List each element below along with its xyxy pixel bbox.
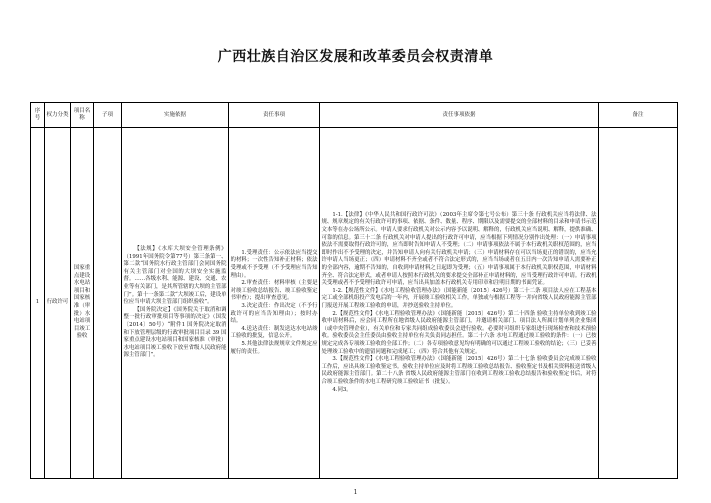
row-duty-basis xyxy=(320,128,599,479)
header-subitem: 子项 xyxy=(94,103,122,128)
row-duties xyxy=(229,128,320,479)
header-remark: 备注 xyxy=(599,103,678,128)
header-index: 序号 xyxy=(31,103,45,128)
header-name: 项目名称 xyxy=(71,103,94,128)
table-header-row xyxy=(31,103,678,128)
duty-paragraph: 5.其他法律法规规章文件规定应履行的责任。 xyxy=(230,340,318,355)
basis-paragraph: 【国务院决定】《国务院关于取消和调整一批行政审批项目等事项的决定》（国发〔2014〕50号）“附件1 国务院决定取消和下放管理层级的行政审批项目目录 39 国家重点建设水电站项目和国家核准（审批）水电站项目竣工验收下放至省级人民政府能源主管部门”。 xyxy=(123,306,227,359)
row-category: 行政许可 xyxy=(45,128,71,479)
table-row xyxy=(31,128,678,479)
duty-paragraph: 4.送达责任：制发送达水电站竣工验收的批复，信息公开。 xyxy=(230,325,318,340)
duty-basis-paragraph: 4.同3。 xyxy=(332,386,352,393)
row-remark xyxy=(599,128,678,479)
page-title: 广西壮族自治区发展和改革委员会权责清单 xyxy=(217,49,494,65)
duty-basis-paragraph: 2.【规范性文件】《水电工程验收管理办法》（国能新能〔2015〕426号）第二十四条 验收主持单位收到竣工验收申请材料后，应会同工程所在地省级人民政府能源主管部门，并邀请相关部门、项目法人所属计划单列企业集团（或中央管理企业），有关单位和专家共同组成验收委员会进行验收。必要时可组织专家组进行现场检查和技术预验收。验收委员会主任委员由验收主持单位有关负责同志担任。第二十六条 水电工程通过竣工验收的条件：（一）已按规定完成各专项竣工验收的全部工作；（二）各专项验收意见均有明确的可以通过工程竣工验收的结论；（三）已妥善处理竣工验收中的遗留问题和完成尾工；（四）符合其他有关规定。 xyxy=(321,310,597,355)
duty-paragraph: 1.受理责任：公示依法应当提交的材料；一次性告知补正材料；依法受理或不予受理（不予受理应当告知理由）。 xyxy=(230,249,318,279)
duty-basis-paragraph: 1-1.【法律】《中华人民共和国行政许可法》（2003年主席令第七号公布）第三十条 行政机关应当将法律、法规、规章规定的有关行政许可的事项、依据、条件、数量、程序、期限以及需要提交的全部材料的目录和申请书示范文本等在办公场所公示。申请人要求行政机关对公示内容予以说明、解释的，行政机关应当说明、解释，提供准确、可靠的信息。第三十二条 行政机关对申请人提出的行政许可申请，应当根据下列情况分别作出处理：（一）申请事项依法不需要取得行政许可的，应当即时告知申请人不受理；（二）申请事项依法不属于本行政机关职权范围的，应当即时作出不予受理的决定，并告知申请人向有关行政机关申请；（三）申请材料存在可以当场更正的错误的，应当允许申请人当场更正；（四）申请材料不齐全或者不符合法定形式的，应当当场或者在五日内一次告知申请人需要补正的全部内容，逾期不告知的，自收到申请材料之日起即为受理；（五）申请事项属于本行政机关职权范围，申请材料齐全、符合法定形式，或者申请人按照本行政机关的要求提交全部补正申请材料的，应当受理行政许可申请。行政机关受理或者不予受理行政许可申请，应当出具加盖本行政机关专用印章和注明日期的书面凭证。 xyxy=(321,211,597,287)
header-duties: 责任事项 xyxy=(229,103,320,128)
row-name: 国家重点建设水电站项目和国家核准（审批）水电站项目竣工验收 xyxy=(71,128,94,479)
page-number: 1 xyxy=(353,489,358,496)
duty-paragraph: 3.决定责任：作出决定（不予行政许可的应当告知理由）；按时办结。 xyxy=(230,303,318,325)
duty-basis-paragraph: 3.【规范性文件】《水电工程验收管理办法》（国能新能〔2015〕426号）第二十七条 验收委员会完成竣工验收工作后，应出具竣工验收鉴定书。验收主持单位应及时将工程竣工验收总结报告、验收鉴定书及相关资料报送省级人民政府能源主管部门。第二十八条 省级人民政府能源主管部门在收到工程竣工验收总结报告和验收鉴定书后，对符合竣工验收条件的水电工程研究竣工验收证书（批复）。 xyxy=(321,356,597,385)
responsibility-table xyxy=(30,102,678,479)
duty-basis-paragraph: 1-2.【规范性文件】《水电工程验收管理办法》（国能新能〔2015〕426号）第二十二条 项目法人应在工程基本完工或全部机组投产发电后的一年内，开展竣工验收相关工作，单独或与根据工程等一并向省级人民政府能源主管部门报送开展工程竣工验收的申请，并抄送验收主持单位。 xyxy=(321,287,597,309)
basis-paragraph: 【法规】《水库大坝安全管理条例》（1991年国务院令第77号）第三条第一、第二款“国务院水行政主管部门会同国务院有关主管部门对全国的大坝安全实施监督。……各级水利、能源、建设、交通、农业等有关部门，是其所管辖的大坝的主管部门”。第十一条第二款“大坝竣工后，建设单位应当申请大坝主管部门组织验收”。 xyxy=(123,246,227,306)
row-subitem xyxy=(94,128,122,479)
row-index: 1 xyxy=(31,128,45,479)
header-duty-basis: 责任事项依据 xyxy=(320,103,599,128)
duty-paragraph: 2.审查责任：材料审核（主要是对竣工验收总结报告、竣工验收鉴定书审查）；提出审查意见。 xyxy=(230,280,318,302)
header-basis: 实施依据 xyxy=(122,103,229,128)
row-basis xyxy=(122,128,229,479)
header-category: 权力分类 xyxy=(45,103,71,128)
